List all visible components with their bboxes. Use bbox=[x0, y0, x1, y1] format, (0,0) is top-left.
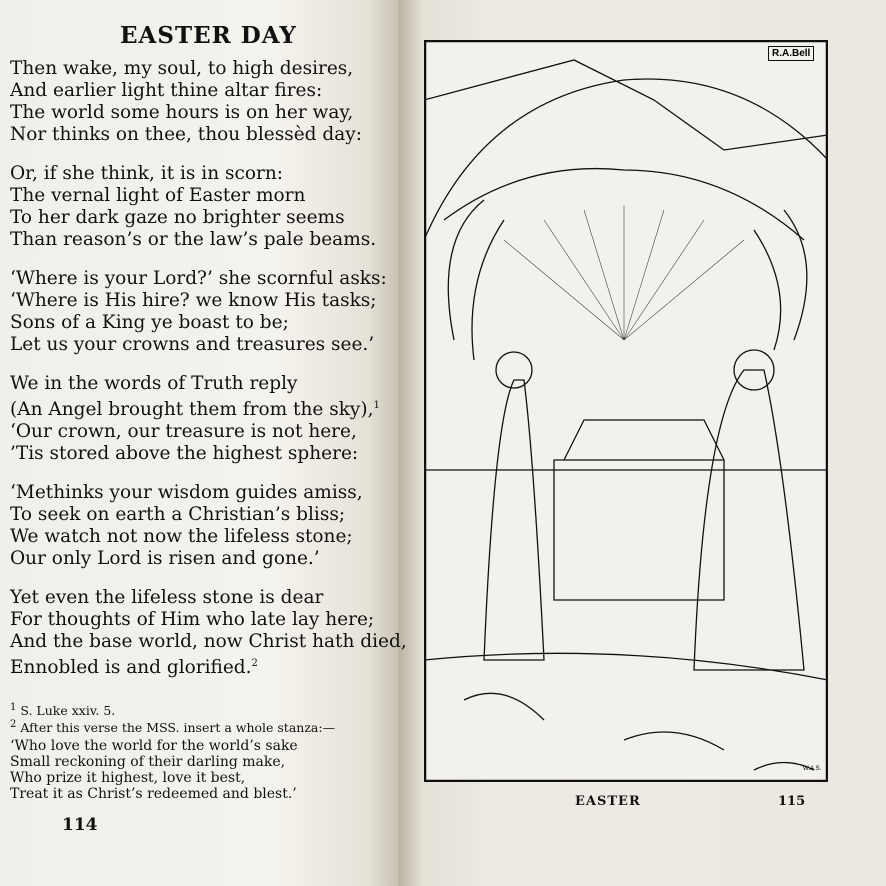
poem-line: The vernal light of Easter morn bbox=[10, 185, 306, 206]
poem-line: ‘Methinks your wisdom guides amiss, bbox=[10, 482, 363, 504]
poem-line: We watch not now the lifeless stone; bbox=[10, 526, 353, 548]
poem-line: And the base world, now Christ hath died, bbox=[10, 631, 407, 653]
poem-line: ‘Where is your Lord?’ she scornful asks: bbox=[10, 268, 387, 289]
poem-line: To seek on earth a Christian’s bliss; bbox=[10, 504, 346, 526]
poem-line: Ennobled is and glorified.$^2$ bbox=[10, 657, 258, 679]
poem-line: Then wake, my soul, to high desires, bbox=[10, 58, 354, 79]
footnotes bbox=[10, 701, 400, 735]
footnote-2: $^2$ After this verse the MSS. insert a whole stanza:— bbox=[10, 719, 336, 736]
poem-line: Sons of a King ye boast to be; bbox=[10, 312, 289, 333]
poem bbox=[10, 58, 407, 696]
stanza bbox=[10, 587, 407, 679]
stanza bbox=[10, 482, 395, 570]
poem-line: (An Angel brought them from the sky),$^1$ bbox=[10, 399, 380, 421]
poem-line: Yet even the lifeless stone is dear bbox=[10, 587, 324, 609]
poem-line: For thoughts of Him who late lay here; bbox=[10, 609, 375, 631]
easter-illustration bbox=[424, 40, 828, 782]
quote-line: ‘Who love the world for the world’s sake bbox=[10, 738, 298, 754]
poem-line: ‘Our crown, our treasure is not here, bbox=[10, 421, 357, 443]
poem-line: To her dark gaze no brighter seems bbox=[10, 207, 345, 228]
stanza bbox=[10, 163, 395, 251]
footnote-mark: 2 bbox=[251, 658, 258, 670]
stanza bbox=[10, 268, 395, 356]
engraver-initials: W.A.S. bbox=[803, 766, 822, 772]
stanza bbox=[10, 373, 395, 465]
poem-line: We in the words of Truth reply bbox=[10, 373, 298, 394]
poem-line: Let us your crowns and treasures see.’ bbox=[10, 334, 375, 355]
poem-line: And earlier light thine altar fires: bbox=[10, 80, 323, 101]
right-page-number: 115 bbox=[778, 794, 806, 809]
footnote-1: $^1$ S. Luke xxiv. 5. bbox=[10, 702, 116, 719]
illustration-caption: EASTER bbox=[575, 794, 641, 809]
artist-signature: R.A.Bell bbox=[768, 46, 814, 61]
quoted-stanza bbox=[10, 738, 298, 802]
poem-line: Than reason’s or the law’s pale beams. bbox=[10, 229, 377, 250]
poem-line: ’Tis stored above the highest sphere: bbox=[10, 443, 359, 465]
poem-line: ‘Where is His hire? we know His tasks; bbox=[10, 290, 377, 311]
poem-line: Our only Lord is risen and gone.’ bbox=[10, 548, 320, 570]
poem-line: Or, if she think, it is in scorn: bbox=[10, 163, 283, 184]
stanza bbox=[10, 58, 395, 146]
page-title: EASTER DAY bbox=[120, 22, 297, 49]
quote-line: Who prize it highest, love it best, bbox=[10, 770, 246, 786]
quote-line: Treat it as Christ’s redeemed and blest.’ bbox=[10, 786, 297, 802]
quote-line: Small reckoning of their darling make, bbox=[10, 754, 286, 770]
poem-line: Nor thinks on thee, thou blessèd day: bbox=[10, 124, 362, 145]
left-page-number: 114 bbox=[62, 815, 98, 835]
poem-line: The world some hours is on her way, bbox=[10, 102, 354, 123]
footnote-mark: 1 bbox=[373, 400, 380, 411]
